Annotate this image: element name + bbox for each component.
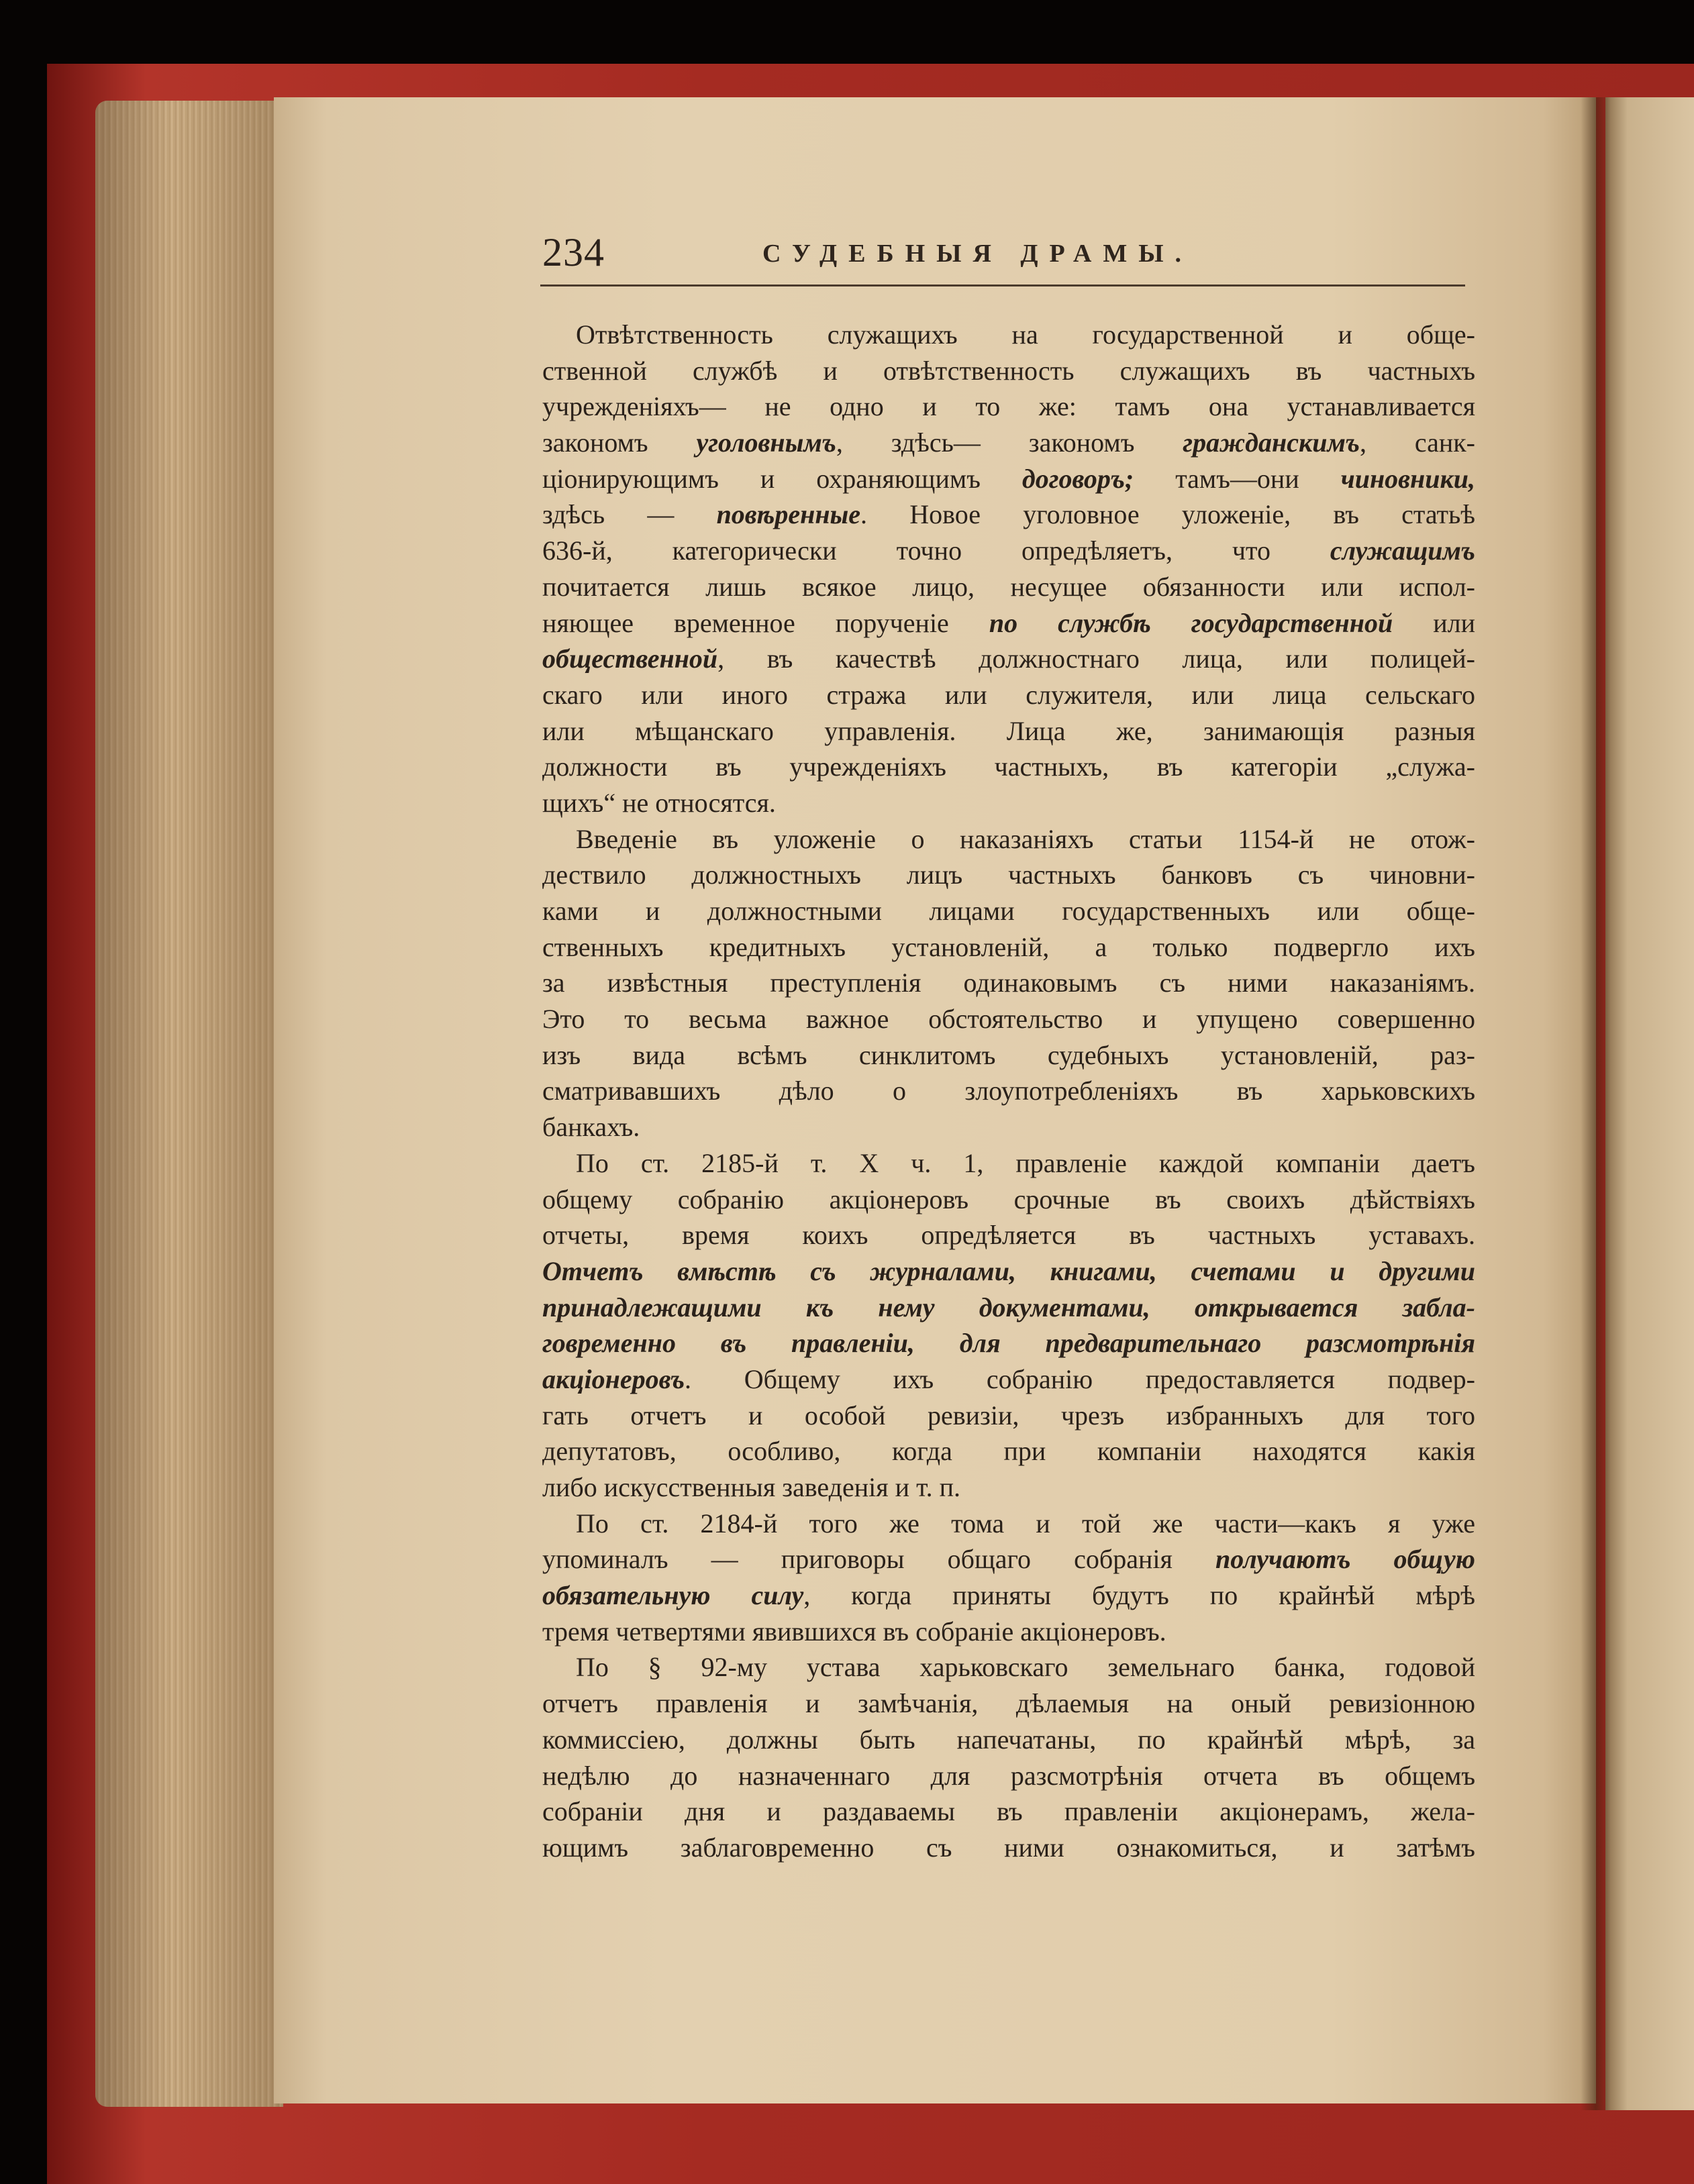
text-line: должности въ учрежденіяхъ частныхъ, въ категоріи „служа- — [542, 751, 1475, 782]
text-line: говременно въ правленіи, для предварительнаго разсмотрѣнія — [542, 1328, 1475, 1359]
text-line: банкахъ. — [542, 1112, 640, 1143]
text-line: По ст. 2184-й того же тома и той же части—какъ я уже — [576, 1508, 1475, 1539]
text-line: изъ вида всѣмъ синклитомъ судебныхъ установленій, раз- — [542, 1039, 1475, 1070]
text-line: общественной, въ качествѣ должностнаго лица, или полицей- — [542, 643, 1475, 674]
text-line: за извѣстныя преступленія одинаковымъ съ ними наказаніямъ. — [542, 968, 1475, 998]
text-line: учрежденіяхъ— не одно и то же: тамъ она устанавливается — [542, 391, 1475, 422]
text-line: обязательную силу, когда приняты будутъ по крайнѣй мѣрѣ — [542, 1580, 1475, 1611]
text-line: дествило должностныхъ лицъ частныхъ банковъ съ чиновни- — [542, 860, 1475, 890]
text-line: ственныхъ кредитныхъ установленій, а только подвергло ихъ — [542, 931, 1475, 962]
text-line: общему собранію акціонеровъ срочные въ своихъ дѣйствіяхъ — [542, 1184, 1475, 1214]
text-line: скаго или иного стража или служителя, или лица сельскаго — [542, 679, 1475, 710]
text-line: ственной службѣ и отвѣтственность служащихъ въ частныхъ — [542, 355, 1475, 386]
page-number: 234 — [542, 230, 605, 274]
running-title: СУДЕБНЫЯ ДРАМЫ. — [762, 240, 1193, 268]
text-line: недѣлю до назначеннаго для разсмотрѣнія отчета въ общемъ — [542, 1760, 1475, 1791]
header-rule — [540, 284, 1465, 287]
text-line: здѣсь — повѣренные. Новое уголовное уложеніе, въ статьѣ — [542, 499, 1475, 530]
text-line: сматривавшихъ дѣло о злоупотребленіяхъ въ харьковскихъ — [542, 1076, 1475, 1106]
text-line: По ст. 2185-й т. X ч. 1, правленіе каждой компаніи даетъ — [576, 1147, 1475, 1178]
text-line: ющимъ заблаговременно съ ними ознакомиться, и затѣмъ — [542, 1832, 1475, 1863]
text-line: или мѣщанскаго управленія. Лица же, занимающія разныя — [542, 715, 1475, 746]
page-edges-shade — [95, 101, 283, 2107]
text-line: гать отчетъ и особой ревизіи, чрезъ избранныхъ для того — [542, 1400, 1475, 1431]
text-line: ками и должностными лицами государственныхъ или обще- — [542, 896, 1475, 926]
text-line: Это то весьма важное обстоятельство и упущено совершенно — [542, 1004, 1475, 1035]
text-line: закономъ уголовнымъ, здѣсь— закономъ гражданскимъ, санк- — [542, 427, 1475, 458]
text-line: Отчетъ вмѣстѣ съ журналами, книгами, счетами и другими — [542, 1255, 1475, 1286]
text-line: коммиссіею, должны быть напечатаны, по крайнѣй мѣрѣ, за — [542, 1724, 1475, 1755]
body-text — [542, 317, 1475, 1866]
text-line: По § 92-му устава харьковскаго земельнаго банка, годовой — [576, 1652, 1475, 1683]
adjacent-page — [1605, 97, 1694, 2110]
text-line: отчеты, время коихъ опредѣляется въ частныхъ уставахъ. — [542, 1220, 1475, 1251]
text-line: депутатовъ, особливо, когда при компаніи находятся какія — [542, 1436, 1475, 1467]
text-line: принадлежащими къ нему документами, открывается забла- — [542, 1292, 1475, 1322]
text-line: 636-й, категорически точно опредѣляетъ, что служащимъ — [542, 535, 1475, 566]
text-line: тремя четвертями явившихся въ собраніе акціонеровъ. — [542, 1616, 1166, 1647]
text-line: почитается лишь всякое лицо, несущее обязанности или испол- — [542, 571, 1475, 602]
text-line: упоминалъ — приговоры общаго собранія получаютъ общую — [542, 1544, 1475, 1575]
page-gutter — [1581, 97, 1611, 2110]
text-line: отчетъ правленія и замѣчанія, дѣлаемыя на оный ревизіонною — [542, 1688, 1475, 1719]
text-line: щихъ“ не относятся. — [542, 787, 776, 818]
text-line: акціонеровъ. Общему ихъ собранію предоставляется подвер- — [542, 1363, 1475, 1394]
text-line: ціонирующимъ и охраняющимъ договоръ; тамъ—они чиновники, — [542, 463, 1475, 494]
text-line: няющее временное порученіе по службѣ государственной или — [542, 607, 1475, 638]
text-line: Введеніе въ уложеніе о наказаніяхъ статьи 1154-й не отож- — [576, 823, 1475, 854]
text-line: Отвѣтственность служащихъ на государственной и обще- — [576, 319, 1475, 350]
text-line: собраніи дня и раздаваемы въ правленіи акціонерамъ, жела- — [542, 1796, 1475, 1827]
text-line: либо искусственныя заведенія и т. п. — [542, 1472, 960, 1502]
